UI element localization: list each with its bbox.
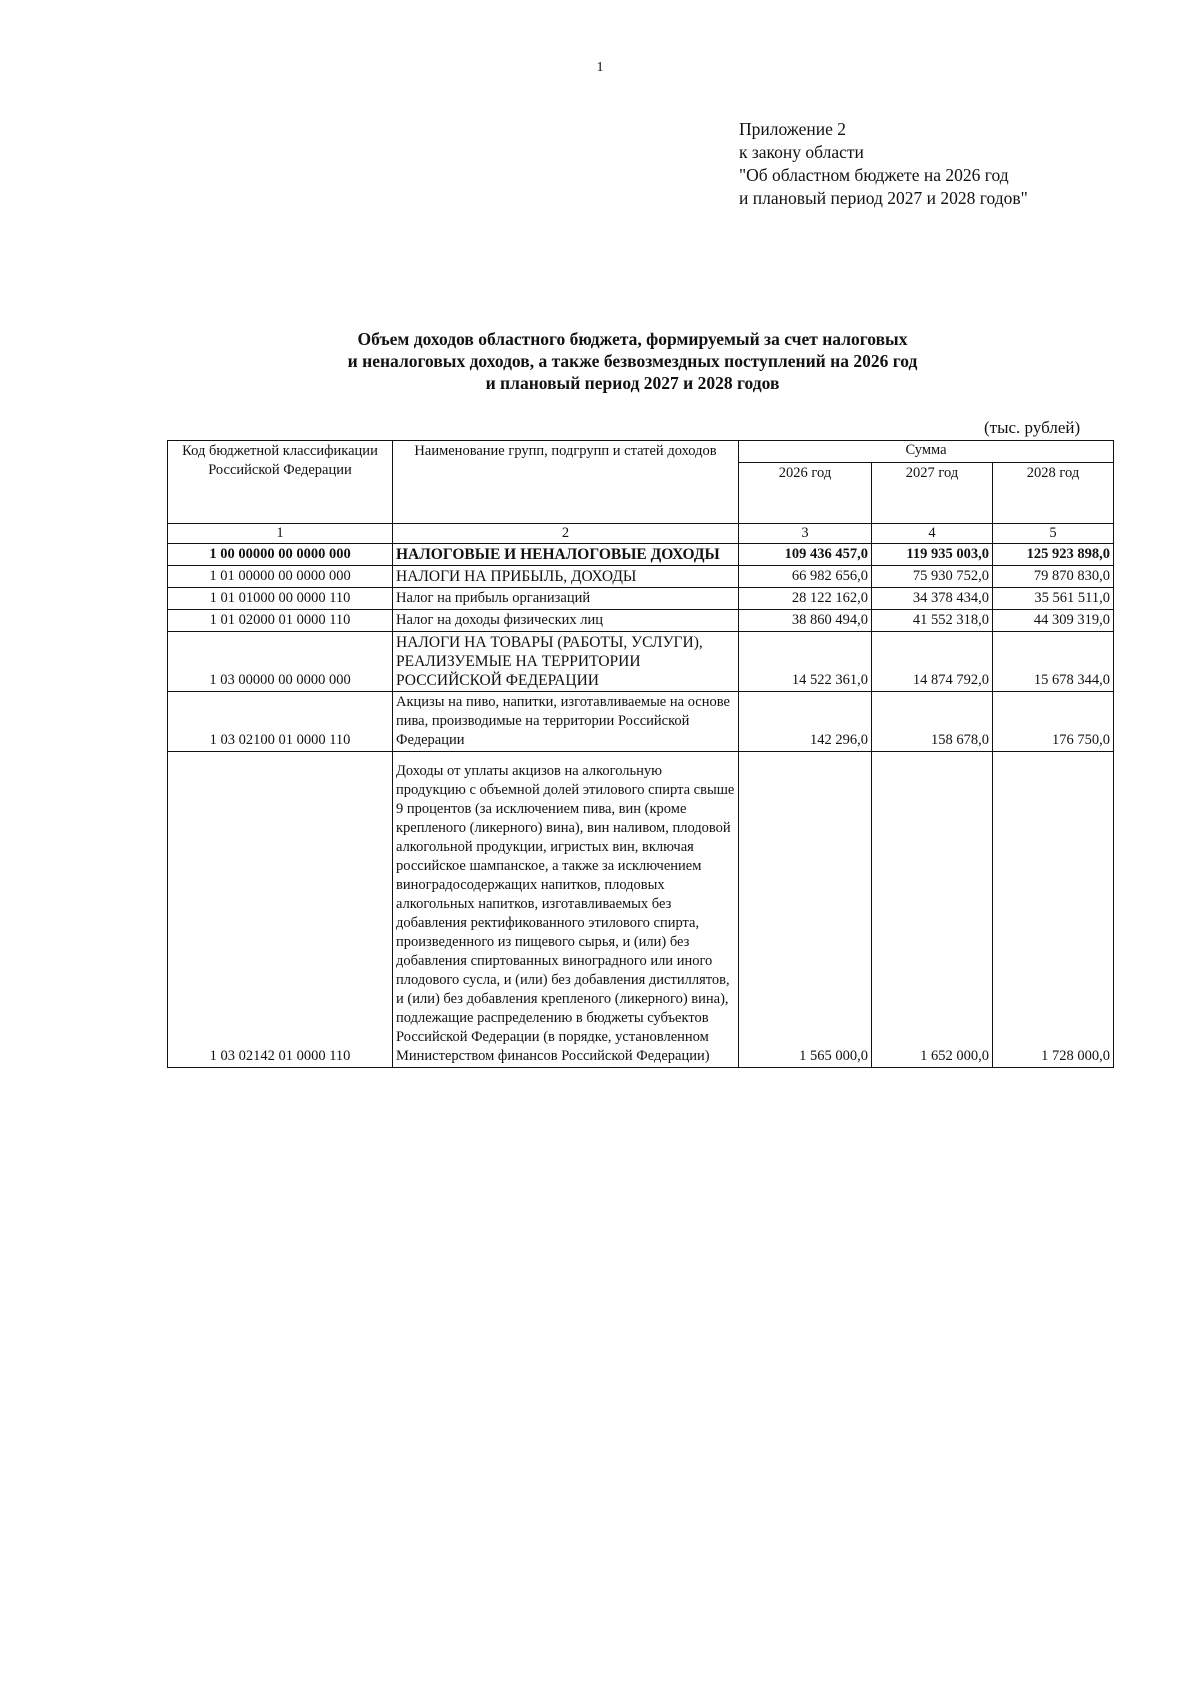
row-name: НАЛОГИ НА ПРИБЫЛЬ, ДОХОДЫ <box>393 566 739 588</box>
column-index: 3 <box>739 524 872 544</box>
row-code: 1 03 00000 00 0000 000 <box>168 632 393 692</box>
appendix-line: к закону области <box>739 142 864 162</box>
title-line: и неналоговых доходов, а также безвозмездных поступлений на 2026 год <box>347 351 918 371</box>
row-value-2026: 109 436 457,0 <box>739 544 872 566</box>
document-title <box>0 328 1200 394</box>
row-code: 1 01 01000 00 0000 110 <box>168 588 393 610</box>
table-row <box>168 610 1114 632</box>
row-name: Доходы от уплаты акцизов на алкогольную продукцию с объемной долей этилового спирта свыше 9 процентов (за исключением пива, вин (кроме крепленого (ликерного) вина), вин наливом, плодовой алкогольной продукции, игристых вин, включая российское шампанское, а также за исключением виноградосодержащих напитков, плодовых алкогольных напитков, изготавливаемых без добавления ректификованного этилового спирта, произведенного из пищевого сырья, и (или) без добавления спиртованных виноградного или иного плодового сусла, и (или) без добавления дистиллятов, и (или) без добавления крепленого (ликерного) вина), подлежащие распределению в бюджеты субъектов Российской Федерации (в порядке, установленном Министерством финансов Российской Федерации) <box>393 752 739 1068</box>
table-row <box>168 588 1114 610</box>
row-value-2027: 119 935 003,0 <box>872 544 993 566</box>
row-value-2026: 1 565 000,0 <box>739 752 872 1068</box>
table-row <box>168 566 1114 588</box>
header-year-2026: 2026 год <box>739 463 872 524</box>
column-index: 5 <box>993 524 1114 544</box>
units-label: (тыс. рублей) <box>984 418 1081 437</box>
row-name: Акцизы на пиво, напитки, изготавливаемые на основе пива, производимые на территории Российской Федерации <box>393 692 739 752</box>
row-name: Налог на прибыль организаций <box>393 588 739 610</box>
row-value-2026: 14 522 361,0 <box>739 632 872 692</box>
revenue-table <box>167 440 1114 1068</box>
row-value-2028: 125 923 898,0 <box>993 544 1114 566</box>
row-value-2027: 34 378 434,0 <box>872 588 993 610</box>
row-value-2026: 142 296,0 <box>739 692 872 752</box>
header-code: Код бюджетной классификации Российской Федерации <box>168 441 393 524</box>
table-row <box>168 752 1114 1068</box>
row-code: 1 03 02142 01 0000 110 <box>168 752 393 1068</box>
page-number: 1 <box>596 60 604 75</box>
header-year-2027: 2027 год <box>872 463 993 524</box>
appendix-line: Приложение 2 <box>739 119 847 139</box>
row-name: НАЛОГОВЫЕ И НЕНАЛОГОВЫЕ ДОХОДЫ <box>393 544 739 566</box>
column-index: 4 <box>872 524 993 544</box>
row-value-2027: 75 930 752,0 <box>872 566 993 588</box>
header-name: Наименование групп, подгрупп и статей доходов <box>393 441 739 524</box>
header-sum: Сумма <box>739 441 1114 463</box>
title-line: и плановый период 2027 и 2028 годов <box>485 373 780 393</box>
row-value-2026: 66 982 656,0 <box>739 566 872 588</box>
row-value-2027: 158 678,0 <box>872 692 993 752</box>
row-value-2028: 176 750,0 <box>993 692 1114 752</box>
row-value-2027: 41 552 318,0 <box>872 610 993 632</box>
row-code: 1 03 02100 01 0000 110 <box>168 692 393 752</box>
row-value-2028: 44 309 319,0 <box>993 610 1114 632</box>
appendix-line: и плановый период 2027 и 2028 годов" <box>739 188 1028 208</box>
row-code: 1 00 00000 00 0000 000 <box>168 544 393 566</box>
column-index: 2 <box>393 524 739 544</box>
row-name: Налог на доходы физических лиц <box>393 610 739 632</box>
row-value-2026: 28 122 162,0 <box>739 588 872 610</box>
appendix-note <box>739 118 1028 210</box>
table-row <box>168 692 1114 752</box>
row-code: 1 01 02000 01 0000 110 <box>168 610 393 632</box>
row-name: НАЛОГИ НА ТОВАРЫ (РАБОТЫ, УСЛУГИ), РЕАЛИЗУЕМЫЕ НА ТЕРРИТОРИИ РОССИЙСКОЙ ФЕДЕРАЦИИ <box>393 632 739 692</box>
row-value-2028: 35 561 511,0 <box>993 588 1114 610</box>
table-row <box>168 544 1114 566</box>
row-value-2028: 79 870 830,0 <box>993 566 1114 588</box>
row-value-2028: 15 678 344,0 <box>993 632 1114 692</box>
row-value-2028: 1 728 000,0 <box>993 752 1114 1068</box>
title-line: Объем доходов областного бюджета, формируемый за счет налоговых <box>357 329 908 349</box>
table-header-row <box>168 441 1114 463</box>
row-value-2027: 1 652 000,0 <box>872 752 993 1068</box>
column-index-row <box>168 524 1114 544</box>
table-row <box>168 632 1114 692</box>
row-value-2027: 14 874 792,0 <box>872 632 993 692</box>
column-index: 1 <box>168 524 393 544</box>
row-code: 1 01 00000 00 0000 000 <box>168 566 393 588</box>
header-year-2028: 2028 год <box>993 463 1114 524</box>
appendix-line: "Об областном бюджете на 2026 год <box>739 165 1009 185</box>
row-value-2026: 38 860 494,0 <box>739 610 872 632</box>
